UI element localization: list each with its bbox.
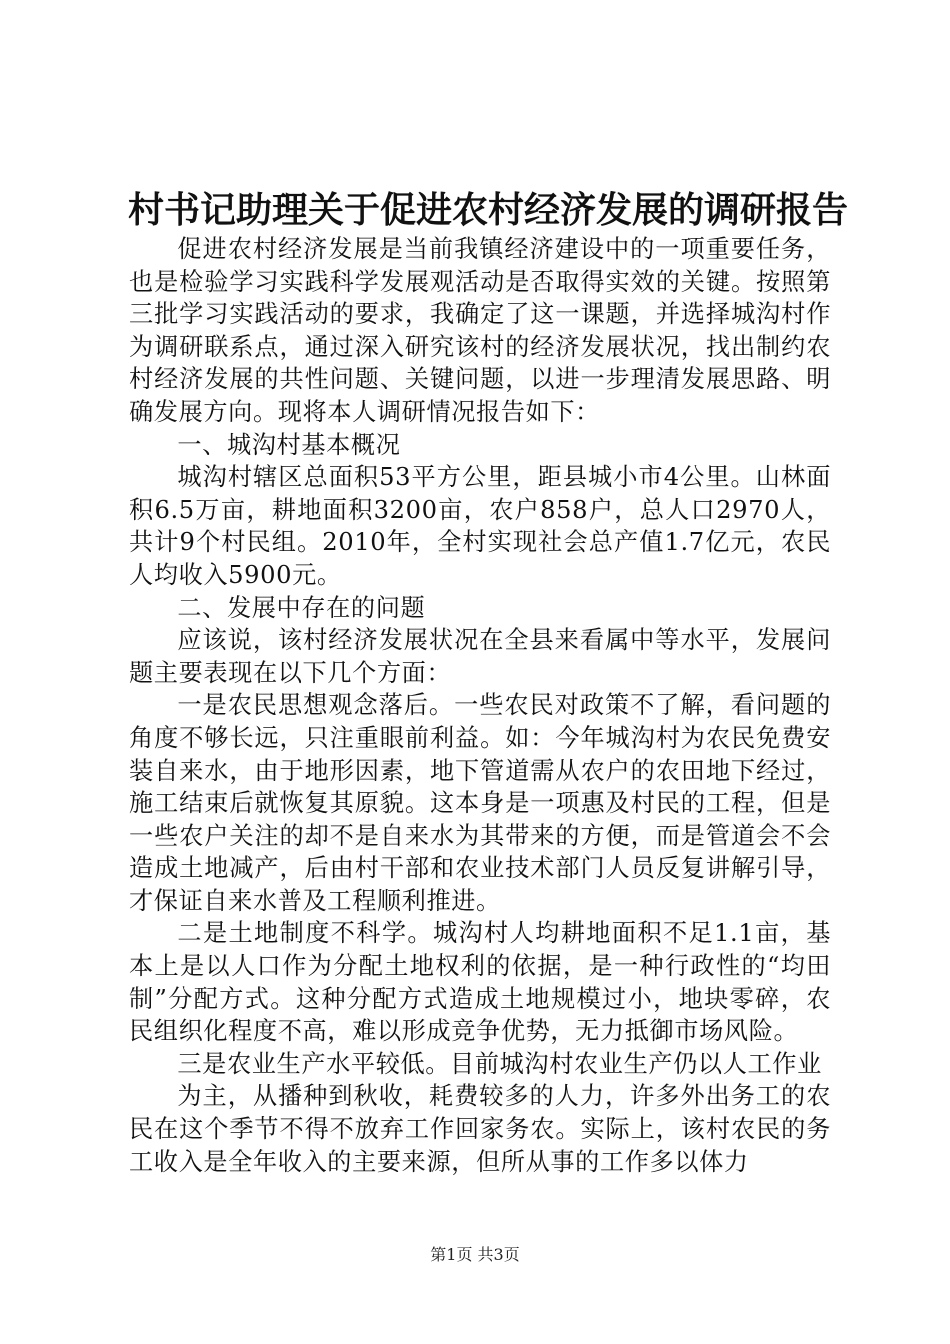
section-heading: 二、发展中存在的问题 — [177, 593, 426, 622]
document-title: 村书记助理关于促进农村经济发展的调研报告 — [128, 189, 849, 231]
document-body — [129, 233, 831, 1178]
paragraph: 城沟村辖区总面积53平方公里，距县城小市4公里。山林面积6.5万亩，耕地面积3200亩，农户858户，总人口2970人，共计9个村民组。2010年，全村实现社会总产值1.7亿元，农民人均收入5900元。 — [129, 463, 831, 589]
paragraph: 应该说，该村经济发展状况在全县来看属中等水平，发展问题主要表现在以下几个方面： — [129, 626, 831, 687]
paragraph: 二是土地制度不科学。城沟村人均耕地面积不足1.1亩，基本上是以人口作为分配土地权利的依据，是一种行政性的“均田制”分配方式。这种分配方式造成土地规模过小，地块零碎，农民组织化程度不高，难以形成竞争优势，无力抵御市场风险。 — [129, 919, 831, 1046]
paragraph: 为主，从播种到秋收，耗费较多的人力，许多外出务工的农民在这个季节不得不放弃工作回家务农。实际上，该村农民的务工收入是全年收入的主要来源，但所从事的工作多以体力 — [129, 1082, 831, 1176]
paragraph: 促进农村经济发展是当前我镇经济建设中的一项重要任务，也是检验学习实践科学发展观活动是否取得实效的关键。按照第三批学习实践活动的要求，我确定了这一课题，并选择城沟村作为调研联系点，通过深入研究该村的经济发展状况，找出制约农村经济发展的共性问题、关键问题，以进一步理清发展思路、明确发展方向。现将本人调研情况报告如下： — [129, 235, 831, 426]
page-footer: 第1页 共3页 — [430, 1245, 520, 1264]
section-heading: 一、城沟村基本概况 — [177, 430, 401, 459]
paragraph: 三是农业生产水平较低。目前城沟村农业生产仍以人工作业 — [177, 1049, 822, 1078]
paragraph: 一是农民思想观念落后。一些农民对政策不了解，看问题的角度不够长远，只注重眼前利益。如：今年城沟村为农民免费安装自来水，由于地形因素，地下管道需从农户的农田地下经过，施工结束后就恢复其原貌。这本身是一项惠及村民的工程，但是一些农户关注的却不是自来水为其带来的方便，而是管道会不会造成土地减产，后由村干部和农业技术部门人员反复讲解引导，才保证自来水普及工程顺利推进。 — [129, 691, 831, 915]
